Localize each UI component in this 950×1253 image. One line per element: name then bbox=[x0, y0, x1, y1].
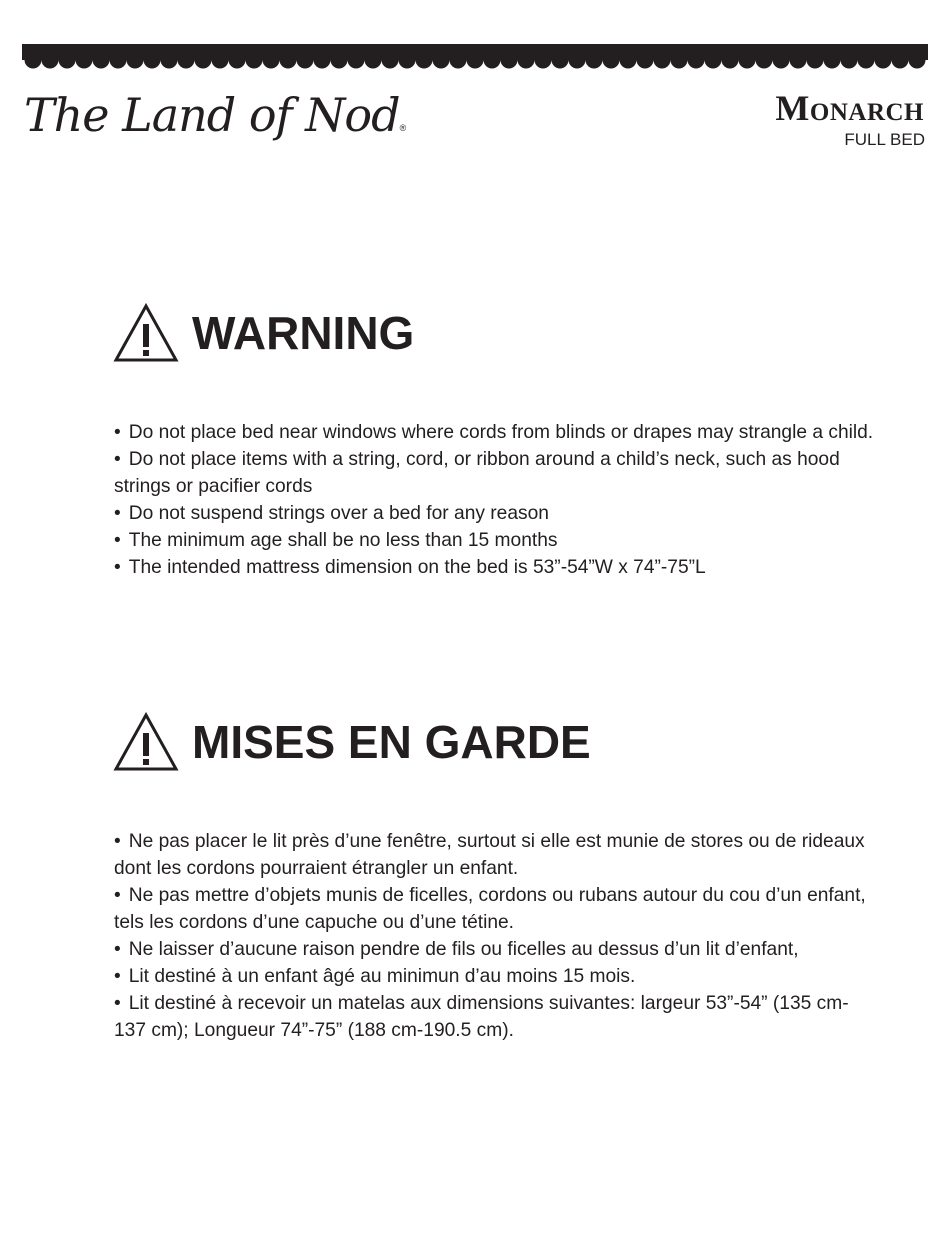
list-item: • Lit destiné à recevoir un matelas aux dimensions suivantes: largeur 53”-54” (135 cm-137 cm); Longueur 74”-75” (188 cm-190.5 cm). bbox=[114, 990, 874, 1044]
product-name: Monarch bbox=[775, 88, 924, 128]
list-item: • The minimum age shall be no less than 15 months bbox=[114, 527, 874, 554]
list-item: • Do not suspend strings over a bed for any reason bbox=[114, 500, 874, 527]
mises-en-garde-heading-text: MISES EN GARDE bbox=[192, 716, 591, 768]
warning-triangle-icon bbox=[113, 712, 179, 772]
list-item: • Ne pas placer le lit près d’une fenêtre, surtout si elle est munie de stores ou de rideaux dont les cordons pourraient étrangler un enfant. bbox=[114, 828, 874, 882]
warning-triangle-icon bbox=[113, 303, 179, 363]
brand-logo bbox=[24, 88, 406, 142]
scalloped-border bbox=[22, 44, 928, 72]
list-item: • Ne laisser d’aucune raison pendre de fils ou ficelles au dessus d’un lit d’enfant, bbox=[114, 936, 874, 963]
warning-heading bbox=[113, 303, 414, 363]
warning-heading-text: WARNING bbox=[192, 307, 415, 359]
mises-en-garde-heading bbox=[113, 712, 591, 772]
list-item: • Do not place bed near windows where cords from blinds or drapes may strangle a child. bbox=[114, 419, 874, 446]
registered-mark: ® bbox=[399, 123, 407, 133]
mises-en-garde-list bbox=[114, 828, 874, 1044]
list-item: • The intended mattress dimension on the bed is 53”-54”W x 74”-75”L bbox=[114, 554, 874, 581]
warning-list bbox=[114, 419, 874, 581]
brand-logo-text: The Land of Nod bbox=[24, 88, 400, 142]
list-item: • Ne pas mettre d’objets munis de ficelles, cordons ou rubans autour du cou d’un enfant, tels les cordons d’une capuche ou d’une tétine. bbox=[114, 882, 874, 936]
list-item: • Do not place items with a string, cord, or ribbon around a child’s neck, such as hood strings or pacifier cords bbox=[114, 446, 874, 500]
list-item: • Lit destiné à un enfant âgé au minimun d’au moins 15 mois. bbox=[114, 963, 874, 990]
product-subtitle: FULL BED bbox=[844, 130, 925, 149]
